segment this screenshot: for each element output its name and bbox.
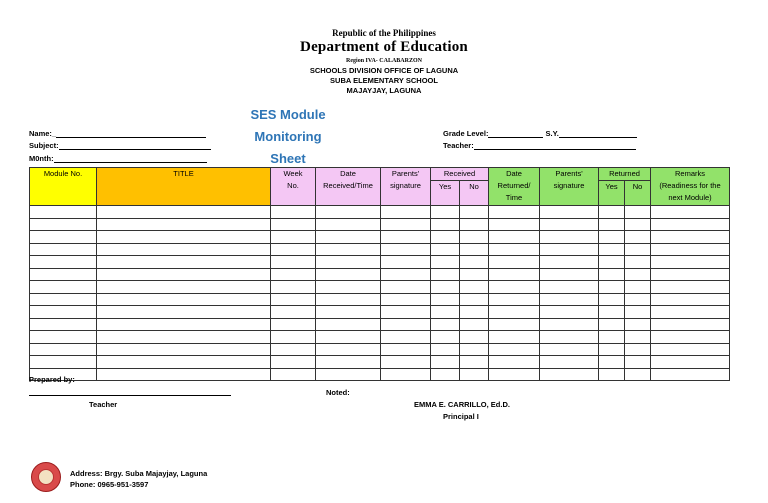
table-cell[interactable] <box>460 231 489 244</box>
header-remarks-line3: next Module) <box>668 193 712 202</box>
table-cell[interactable] <box>460 356 489 369</box>
name-line[interactable] <box>56 130 206 138</box>
table-cell[interactable] <box>599 306 625 319</box>
table-cell[interactable] <box>271 281 316 294</box>
table-cell[interactable] <box>316 206 381 219</box>
table-cell[interactable] <box>651 293 730 306</box>
table-cell[interactable] <box>316 356 381 369</box>
header-module-no: Module No. <box>30 168 97 206</box>
table-cell[interactable] <box>381 331 431 344</box>
table-cell[interactable] <box>431 206 460 219</box>
table-cell[interactable] <box>599 356 625 369</box>
form-title-line3: Sheet <box>270 151 306 166</box>
table-cell[interactable] <box>540 256 599 269</box>
table-cell[interactable] <box>316 306 381 319</box>
table-cell[interactable] <box>97 368 271 381</box>
form-title-line1: SES Module <box>250 107 326 122</box>
table-cell[interactable] <box>651 343 730 356</box>
table-cell[interactable] <box>30 243 97 256</box>
header-received-yes: Yes <box>431 181 460 206</box>
table-cell[interactable] <box>30 281 97 294</box>
table-cell[interactable] <box>431 343 460 356</box>
division-text: SCHOOLS DIVISION OFFICE OF LAGUNA <box>309 66 459 75</box>
table-cell[interactable] <box>460 243 489 256</box>
table-cell[interactable] <box>271 218 316 231</box>
table-cell[interactable] <box>651 281 730 294</box>
table-cell[interactable] <box>431 231 460 244</box>
table-cell[interactable] <box>381 243 431 256</box>
prepared-by-label: Prepared by: <box>29 375 75 384</box>
header-week-no <box>271 168 316 206</box>
table-cell[interactable] <box>625 243 651 256</box>
table-cell[interactable] <box>97 231 271 244</box>
table-row <box>30 293 730 306</box>
table-cell[interactable] <box>97 206 271 219</box>
name-field[interactable] <box>29 129 206 138</box>
table-cell[interactable] <box>30 218 97 231</box>
table-body <box>30 206 730 381</box>
table-cell[interactable] <box>489 231 540 244</box>
table-row <box>30 206 730 219</box>
header-parents-line2: signature <box>390 181 421 190</box>
table-cell[interactable] <box>489 343 540 356</box>
table-row <box>30 318 730 331</box>
table-cell[interactable] <box>381 206 431 219</box>
sy-line[interactable] <box>559 130 637 138</box>
header-parents2-line1: Parents' <box>555 169 583 178</box>
table-row <box>30 281 730 294</box>
header-date-returned-line2: Returned/ <box>497 181 531 190</box>
table-cell[interactable] <box>460 218 489 231</box>
table-cell[interactable] <box>625 256 651 269</box>
table-cell[interactable] <box>651 243 730 256</box>
table-cell[interactable] <box>30 231 97 244</box>
table-cell[interactable] <box>97 218 271 231</box>
table-cell[interactable] <box>30 306 97 319</box>
table-cell[interactable] <box>316 368 381 381</box>
table-cell[interactable] <box>651 306 730 319</box>
table-cell[interactable] <box>460 343 489 356</box>
table-cell[interactable] <box>30 293 97 306</box>
table-cell[interactable] <box>431 318 460 331</box>
table-cell[interactable] <box>599 206 625 219</box>
table-cell[interactable] <box>625 318 651 331</box>
table-cell[interactable] <box>599 343 625 356</box>
month-label: M0nth: <box>29 154 54 163</box>
table-cell[interactable] <box>460 206 489 219</box>
table-cell[interactable] <box>97 293 271 306</box>
table-cell[interactable] <box>599 293 625 306</box>
table-cell[interactable] <box>599 281 625 294</box>
table-cell[interactable] <box>381 281 431 294</box>
table-cell[interactable] <box>271 331 316 344</box>
region-text: Region IVA- CALABARZON <box>346 58 422 64</box>
table-cell[interactable] <box>381 343 431 356</box>
header-week-line2: No. <box>287 181 299 190</box>
teacher-signature-line[interactable] <box>29 387 231 396</box>
teacher-label: Teacher: <box>443 141 474 150</box>
table-cell[interactable] <box>540 206 599 219</box>
table-cell[interactable] <box>431 256 460 269</box>
table-cell[interactable] <box>599 368 625 381</box>
principal-title: Principal I <box>443 412 479 421</box>
table-cell[interactable] <box>460 281 489 294</box>
table-cell[interactable] <box>599 318 625 331</box>
department-title: Department of Education <box>300 39 468 55</box>
table-cell[interactable] <box>540 293 599 306</box>
table-cell[interactable] <box>625 368 651 381</box>
subject-line[interactable] <box>59 142 211 150</box>
table-cell[interactable] <box>540 231 599 244</box>
address-text: Address: Brgy. Suba Majayjay, Laguna <box>70 469 208 478</box>
table-cell[interactable] <box>271 318 316 331</box>
phone-text: Phone: 0965-951-3597 <box>70 480 149 489</box>
principal-name: EMMA E. CARRILLO, Ed.D. <box>414 400 510 409</box>
table-cell[interactable] <box>97 256 271 269</box>
table-cell[interactable] <box>625 218 651 231</box>
table-cell[interactable] <box>651 318 730 331</box>
form-title <box>236 104 340 170</box>
table-cell[interactable] <box>271 343 316 356</box>
table-row <box>30 356 730 369</box>
table-cell[interactable] <box>381 268 431 281</box>
table-cell[interactable] <box>97 281 271 294</box>
header-date-received-line2: Received/Time <box>323 181 373 190</box>
header-parents-signature <box>381 168 431 206</box>
month-line[interactable] <box>54 155 207 163</box>
table-cell[interactable] <box>540 218 599 231</box>
table-cell[interactable] <box>97 318 271 331</box>
table-cell[interactable] <box>431 293 460 306</box>
header-parents-line1: Parents' <box>391 169 420 178</box>
table-cell[interactable] <box>651 256 730 269</box>
table-cell[interactable] <box>381 256 431 269</box>
table-cell[interactable] <box>599 243 625 256</box>
table-cell[interactable] <box>625 231 651 244</box>
table-cell[interactable] <box>489 281 540 294</box>
table-cell[interactable] <box>381 218 431 231</box>
table-cell[interactable] <box>97 356 271 369</box>
table-cell[interactable] <box>271 268 316 281</box>
table-cell[interactable] <box>431 331 460 344</box>
table-cell[interactable] <box>271 293 316 306</box>
form-title-line2: Monitoring <box>254 129 322 144</box>
table-cell[interactable] <box>97 306 271 319</box>
table-cell[interactable] <box>381 356 431 369</box>
table-cell[interactable] <box>316 218 381 231</box>
table-cell[interactable] <box>540 368 599 381</box>
table-cell[interactable] <box>30 356 97 369</box>
table-cell[interactable] <box>381 306 431 319</box>
month-field[interactable] <box>29 154 207 163</box>
name-label: Name:_ <box>29 129 57 138</box>
header-parents2-line2: signature <box>553 181 585 190</box>
table-cell[interactable] <box>460 306 489 319</box>
table-cell[interactable] <box>431 268 460 281</box>
header-remarks-line1: Remarks <box>674 169 705 178</box>
table-cell[interactable] <box>271 231 316 244</box>
monitoring-table <box>29 167 730 381</box>
subject-field[interactable] <box>29 141 211 150</box>
table-cell[interactable] <box>651 356 730 369</box>
table-cell[interactable] <box>651 331 730 344</box>
table-cell[interactable] <box>460 268 489 281</box>
header-date-received <box>316 168 381 206</box>
table-cell[interactable] <box>599 231 625 244</box>
table-row <box>30 368 730 381</box>
table-cell[interactable] <box>489 293 540 306</box>
teacher-field[interactable] <box>443 141 636 150</box>
table-cell[interactable] <box>489 368 540 381</box>
table-cell[interactable] <box>540 318 599 331</box>
table-cell[interactable] <box>625 306 651 319</box>
grade-level-field[interactable] <box>443 129 637 138</box>
table-cell[interactable] <box>271 243 316 256</box>
table-cell[interactable] <box>599 268 625 281</box>
table-cell[interactable] <box>460 293 489 306</box>
table-row <box>30 268 730 281</box>
table-cell[interactable] <box>599 218 625 231</box>
table-cell[interactable] <box>651 206 730 219</box>
table-cell[interactable] <box>489 331 540 344</box>
header-week-line1: Week <box>283 169 303 178</box>
header-received: Received <box>431 168 489 181</box>
table-cell[interactable] <box>316 293 381 306</box>
table-cell[interactable] <box>381 293 431 306</box>
table-cell[interactable] <box>540 268 599 281</box>
table-cell[interactable] <box>540 343 599 356</box>
table-cell[interactable] <box>625 206 651 219</box>
header-returned-yes: Yes <box>599 181 625 206</box>
table-cell[interactable] <box>316 256 381 269</box>
table-cell[interactable] <box>431 368 460 381</box>
table-cell[interactable] <box>489 268 540 281</box>
table-cell[interactable] <box>489 356 540 369</box>
header-remarks-line2: (Readiness for the <box>659 181 721 190</box>
noted-label: Noted: <box>326 388 350 397</box>
table-cell[interactable] <box>540 331 599 344</box>
table-cell[interactable] <box>651 268 730 281</box>
table-cell[interactable] <box>316 331 381 344</box>
table-cell[interactable] <box>540 281 599 294</box>
header-date-received-line1: Date <box>340 169 356 178</box>
header-parents-signature-2 <box>540 168 599 206</box>
table-cell[interactable] <box>651 218 730 231</box>
table-cell[interactable] <box>431 243 460 256</box>
teacher-caption: Teacher <box>89 400 118 409</box>
table-row <box>30 218 730 231</box>
table-cell[interactable] <box>489 318 540 331</box>
header-returned: Returned <box>599 168 651 181</box>
table-cell[interactable] <box>625 281 651 294</box>
table-cell[interactable] <box>625 343 651 356</box>
table-row <box>30 343 730 356</box>
table-cell[interactable] <box>381 231 431 244</box>
header-date-returned-line1: Date <box>506 169 522 178</box>
table-cell[interactable] <box>381 368 431 381</box>
table-cell[interactable] <box>97 343 271 356</box>
table-cell[interactable] <box>489 206 540 219</box>
table-cell[interactable] <box>316 243 381 256</box>
table-cell[interactable] <box>30 343 97 356</box>
table-cell[interactable] <box>30 318 97 331</box>
school-seal-logo <box>31 462 61 492</box>
table-cell[interactable] <box>489 218 540 231</box>
table-cell[interactable] <box>540 306 599 319</box>
table-cell[interactable] <box>271 368 316 381</box>
grade-level-line[interactable] <box>488 130 543 138</box>
table-row <box>30 231 730 244</box>
table-cell[interactable] <box>460 368 489 381</box>
table-cell[interactable] <box>625 331 651 344</box>
table-cell[interactable] <box>625 293 651 306</box>
table-cell[interactable] <box>460 256 489 269</box>
table-cell[interactable] <box>30 206 97 219</box>
table-cell[interactable] <box>489 306 540 319</box>
table-cell[interactable] <box>489 256 540 269</box>
table-cell[interactable] <box>30 268 97 281</box>
table-cell[interactable] <box>431 306 460 319</box>
table-cell[interactable] <box>460 318 489 331</box>
teacher-line[interactable] <box>474 142 636 150</box>
subject-label: Subject: <box>29 141 59 150</box>
table-cell[interactable] <box>30 256 97 269</box>
table-cell[interactable] <box>271 256 316 269</box>
table-cell[interactable] <box>599 256 625 269</box>
table-cell[interactable] <box>97 331 271 344</box>
header-date-returned-line3: Time <box>505 193 523 202</box>
table-row <box>30 256 730 269</box>
table-row <box>30 331 730 344</box>
header-title: TITLE <box>97 168 271 206</box>
table-cell[interactable] <box>316 318 381 331</box>
table-cell[interactable] <box>381 318 431 331</box>
table-cell[interactable] <box>30 331 97 344</box>
table-cell[interactable] <box>540 243 599 256</box>
header-received-no: No <box>460 181 489 206</box>
table-cell[interactable] <box>316 343 381 356</box>
table-cell[interactable] <box>316 231 381 244</box>
grade-level-label: Grade Level: <box>443 129 489 138</box>
location-text: MAJAYJAY, LAGUNA <box>346 86 422 95</box>
table-cell[interactable] <box>271 356 316 369</box>
table-cell[interactable] <box>316 268 381 281</box>
table-cell[interactable] <box>271 306 316 319</box>
table-cell[interactable] <box>625 356 651 369</box>
school-text: SUBA ELEMENTARY SCHOOL <box>330 76 438 85</box>
table-cell[interactable] <box>625 268 651 281</box>
table-cell[interactable] <box>431 356 460 369</box>
header-returned-no: No <box>625 181 651 206</box>
table-cell[interactable] <box>97 243 271 256</box>
header-date-returned <box>489 168 540 206</box>
table-cell[interactable] <box>271 206 316 219</box>
sy-label: S.Y. <box>545 129 559 138</box>
table-cell[interactable] <box>431 281 460 294</box>
table-cell[interactable] <box>97 268 271 281</box>
table-cell[interactable] <box>599 331 625 344</box>
table-row <box>30 243 730 256</box>
header-remarks <box>651 168 730 206</box>
table-cell[interactable] <box>651 231 730 244</box>
table-cell[interactable] <box>540 356 599 369</box>
table-cell[interactable] <box>489 243 540 256</box>
table-cell[interactable] <box>431 218 460 231</box>
table-cell[interactable] <box>460 331 489 344</box>
table-cell[interactable] <box>316 281 381 294</box>
table-row <box>30 306 730 319</box>
republic-text: Republic of the Philippines <box>332 28 436 38</box>
table-cell[interactable] <box>651 368 730 381</box>
